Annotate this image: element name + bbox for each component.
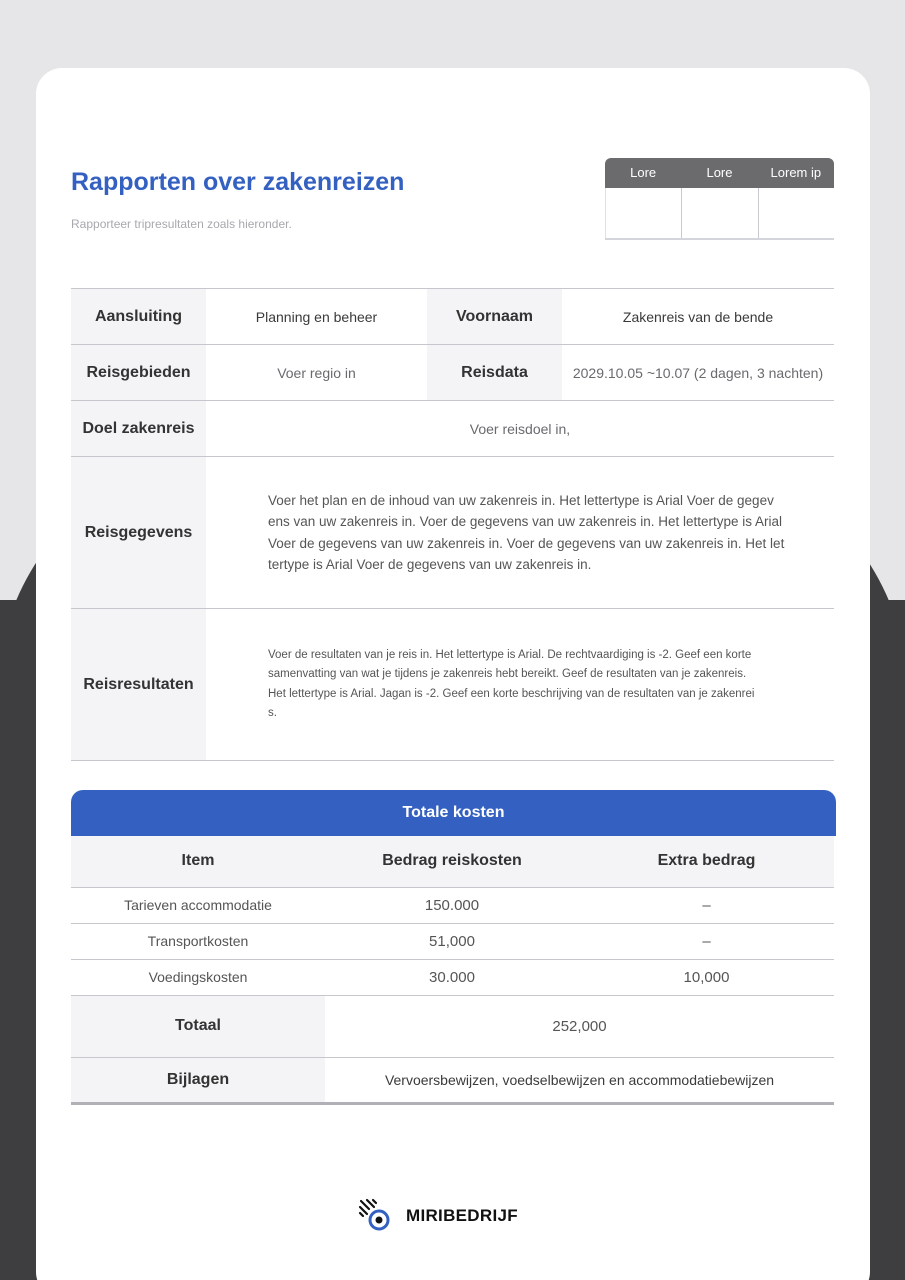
- brand: [358, 1198, 518, 1234]
- attachments-label: Bijlagen: [71, 1057, 325, 1103]
- approval-cell-3[interactable]: [759, 188, 834, 238]
- table-row: [71, 959, 834, 995]
- costs-table: [71, 836, 834, 1105]
- approval-header: [605, 158, 834, 188]
- column-header-extra: Extra bedrag: [579, 836, 834, 887]
- details-text[interactable]: [206, 457, 834, 609]
- results-line: Het lettertype is Arial. Jagan is -2. Geef een korte beschrijving van de resultaten van je zakenrei: [268, 687, 755, 700]
- page-title: Rapporten over zakenreizen: [71, 168, 405, 196]
- travel-dates-value[interactable]: 2029.10.05 ~10.07 (2 dagen, 3 nachten): [562, 345, 834, 401]
- details-label: Reisgegevens: [71, 457, 206, 609]
- results-label: Reisresultaten: [71, 609, 206, 761]
- table-row: [71, 609, 834, 761]
- column-header-amount: Bedrag reiskosten: [325, 836, 579, 887]
- table-row: [71, 457, 834, 609]
- details-line: ens van uw zakenreis in. Voer de gegevens van uw zakenreis in. Het lettertype is Arial: [268, 514, 783, 529]
- cost-item: Tarieven accommodatie: [71, 887, 325, 923]
- travel-areas-value[interactable]: Voer regio in: [206, 345, 427, 401]
- approval-header-3: Lorem ip: [770, 165, 822, 180]
- approval-signature-cells: [605, 188, 834, 240]
- brand-logo-icon: [358, 1198, 394, 1234]
- table-row: [71, 289, 834, 345]
- brand-name: MIRIBEDRIJF: [406, 1206, 518, 1225]
- cost-item: Transportkosten: [71, 923, 325, 959]
- details-line: Voer het plan en de inhoud van uw zakenreis in. Het lettertype is Arial Voer de gegev: [268, 492, 774, 508]
- cost-amount[interactable]: 150.000: [325, 887, 579, 923]
- page-subtitle: Rapporteer tripresultaten zoals hieronder.: [71, 217, 292, 231]
- cost-amount[interactable]: 30.000: [325, 959, 579, 995]
- approval-header-2: Lore: [706, 165, 733, 180]
- affiliation-value[interactable]: Planning en beheer: [206, 289, 427, 345]
- travel-areas-label: Reisgebieden: [71, 345, 206, 401]
- first-name-value[interactable]: Zakenreis van de bende: [562, 289, 834, 345]
- attachments-value[interactable]: Vervoersbewijzen, voedselbewijzen en accommodatiebewijzen: [325, 1057, 834, 1103]
- total-row: [71, 995, 834, 1057]
- approval-cell-2[interactable]: [682, 188, 758, 238]
- results-text[interactable]: [206, 609, 834, 761]
- affiliation-label: Aansluiting: [71, 289, 206, 345]
- cost-amount[interactable]: 51,000: [325, 923, 579, 959]
- table-row: [71, 887, 834, 923]
- trip-info-table: [71, 288, 834, 761]
- details-line: tertype is Arial Voer de gegevens van uw zakenreis in.: [268, 557, 592, 572]
- results-line: samenvatting van wat je tijdens je zakenreis hebt bereikt. Geef de resultaten van je zakenreis.: [268, 668, 747, 680]
- total-label: Totaal: [71, 995, 325, 1057]
- total-costs-header: Totale kosten: [71, 790, 836, 836]
- cost-extra[interactable]: –: [579, 887, 834, 923]
- purpose-label: Doel zakenreis: [71, 401, 206, 457]
- purpose-value[interactable]: Voer reisdoel in,: [206, 401, 834, 457]
- approval-cell-1[interactable]: [605, 188, 682, 238]
- total-value[interactable]: 252,000: [325, 995, 834, 1057]
- results-line: s.: [268, 707, 277, 719]
- cost-item: Voedingskosten: [71, 959, 325, 995]
- table-row: [71, 345, 834, 401]
- approval-header-1: Lore: [630, 165, 657, 180]
- cost-extra[interactable]: –: [579, 923, 834, 959]
- table-row: [71, 923, 834, 959]
- column-header-item: Item: [71, 836, 325, 887]
- attachments-row: [71, 1057, 834, 1103]
- first-name-label: Voornaam: [427, 289, 562, 345]
- table-row: [71, 401, 834, 457]
- cost-extra[interactable]: 10,000: [579, 959, 834, 995]
- travel-dates-label: Reisdata: [427, 345, 562, 401]
- table-header-row: [71, 836, 834, 887]
- details-line: Voer de gegevens van uw zakenreis in. Voer de gegevens van uw zakenreis in. Het let: [268, 535, 785, 551]
- approval-box: [605, 158, 834, 240]
- results-line: Voer de resultaten van je reis in. Het lettertype is Arial. De rechtvaardiging is -2. Geef een korte: [268, 648, 752, 661]
